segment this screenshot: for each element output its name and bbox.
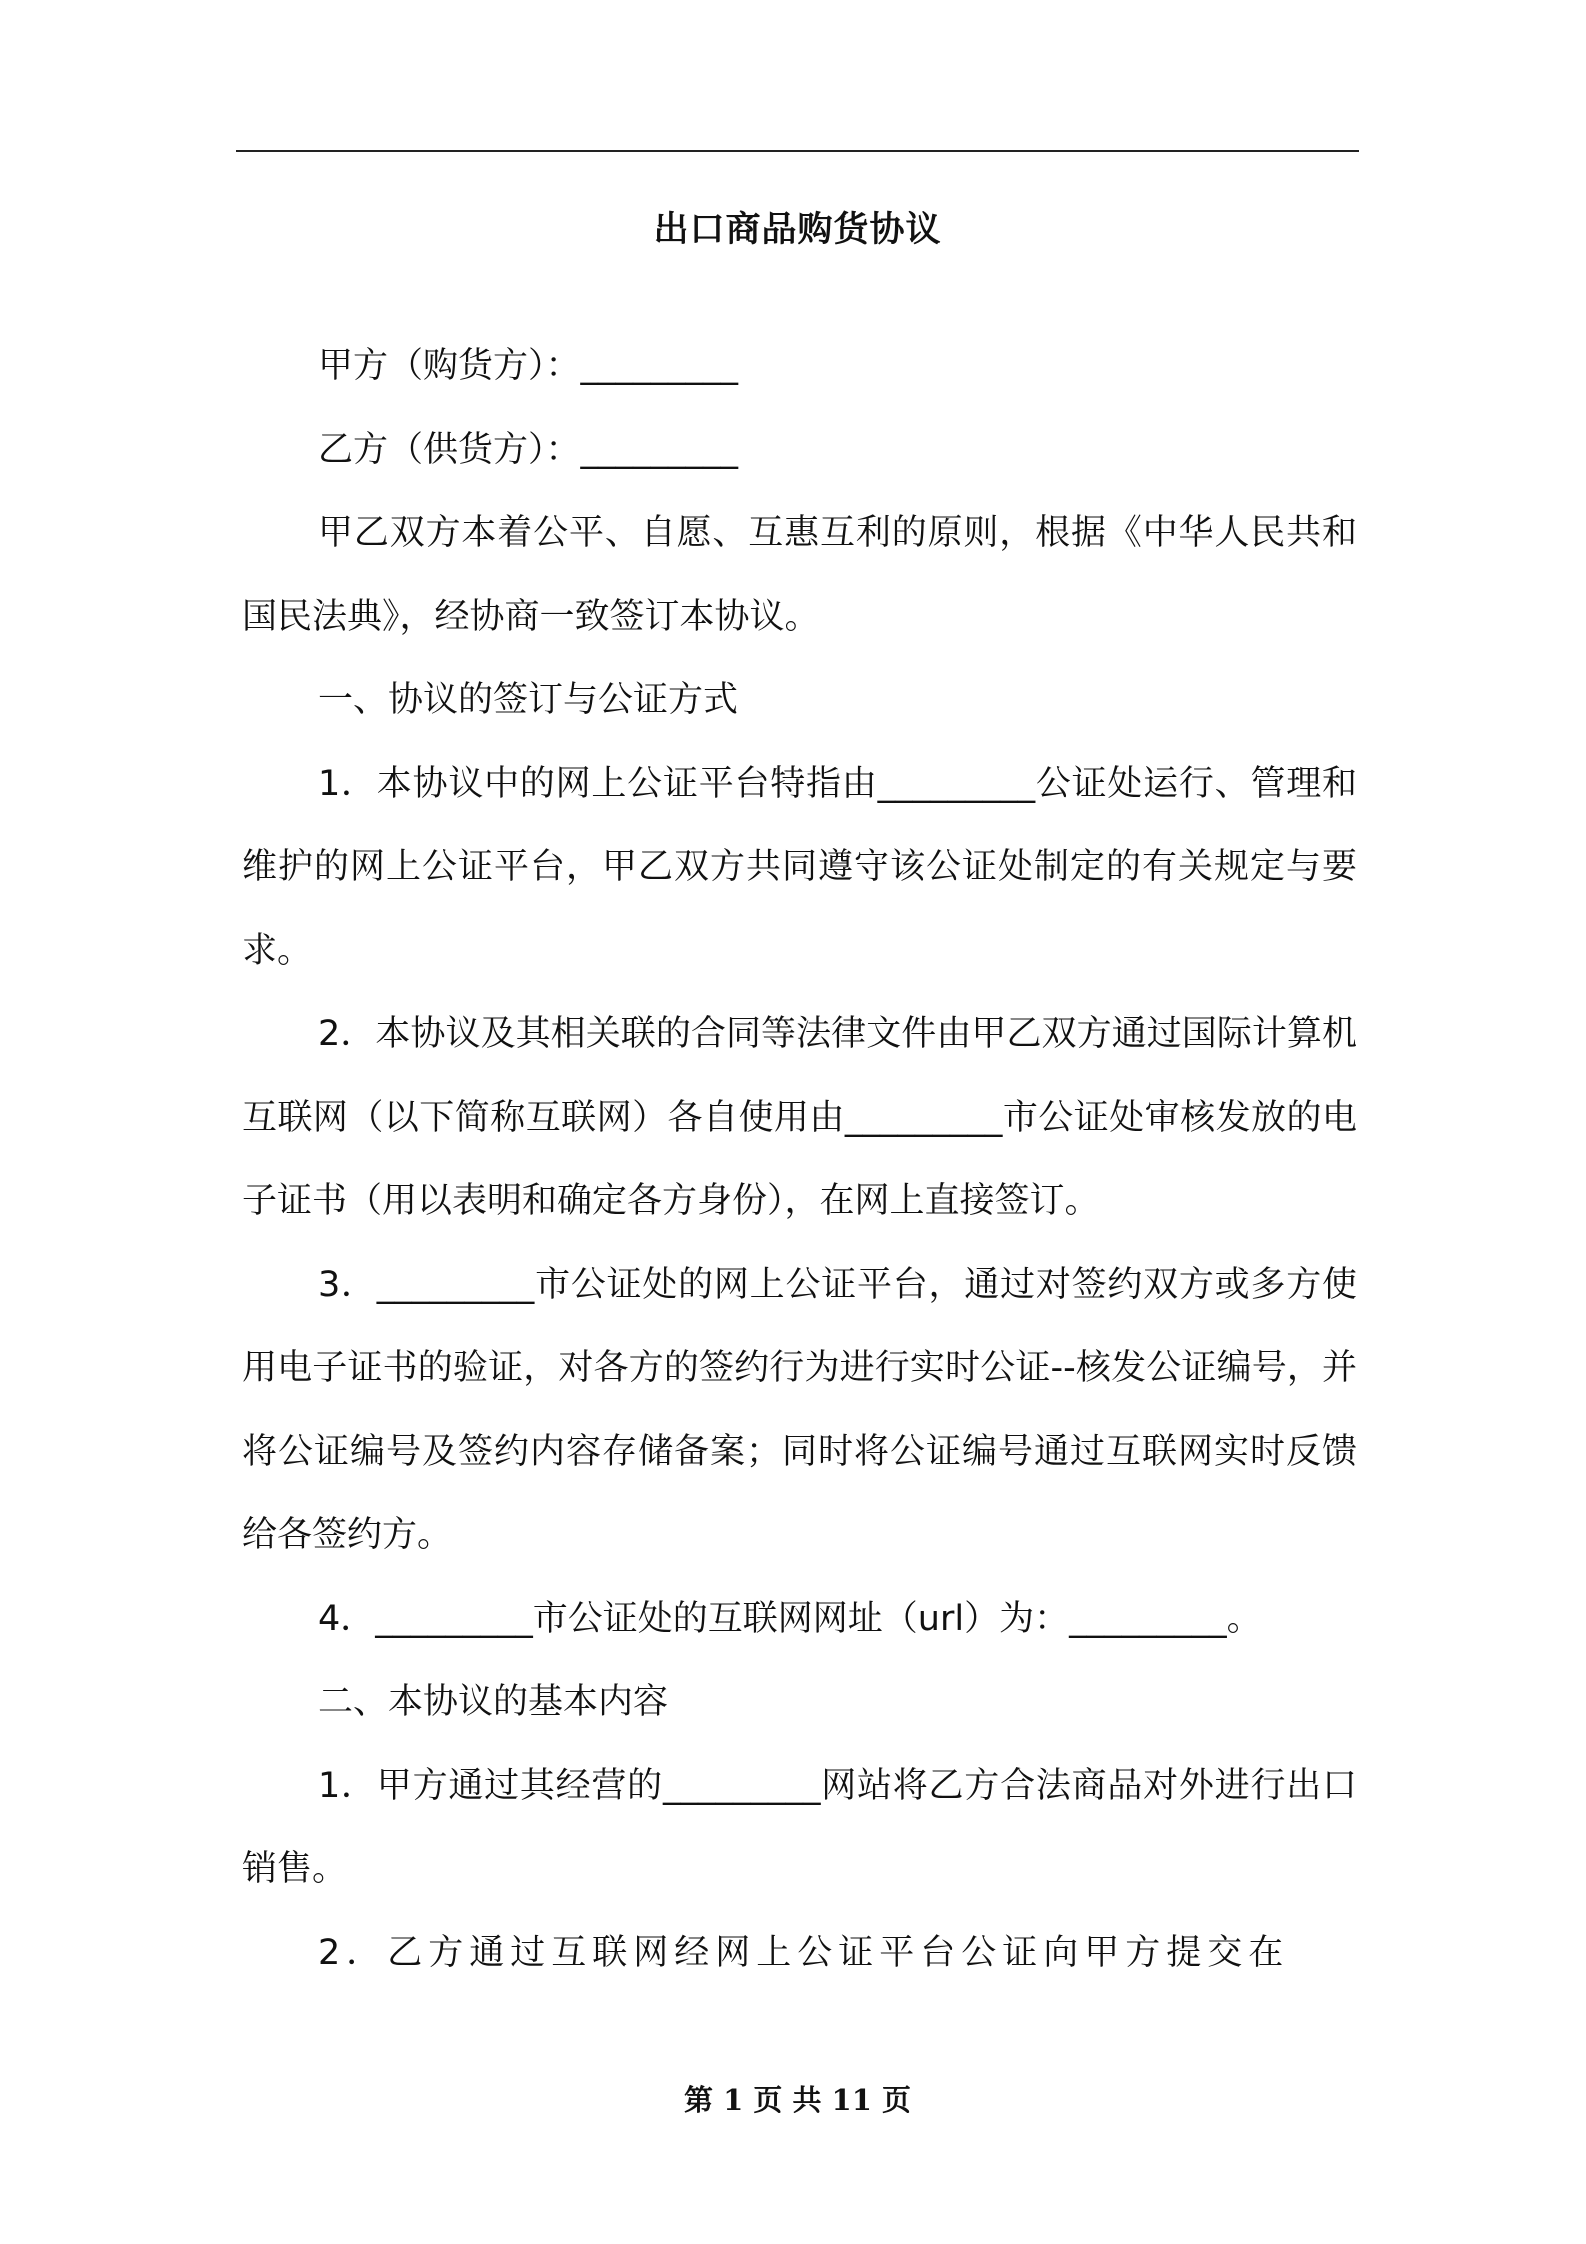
section-heading-2: 二、本协议的基本内容	[318, 1682, 669, 1722]
page-footer: 第 1 页 共 11 页	[683, 2083, 912, 2117]
header-rule	[236, 150, 1359, 152]
clause-1-1: 1．本协议中的网上公证平台特指由_________公证处运行、管理和维护的网上公证平台，甲乙双方共同遵守该公证处制定的有关规定与要求。	[242, 763, 1357, 971]
document-title: 出口商品购货协议	[653, 210, 942, 250]
party-b-line: 乙方（供货方）：_________	[318, 429, 739, 470]
clause-2-1: 1．甲方通过其经营的_________网站将乙方合法商品对外进行出口销售。	[242, 1765, 1357, 1889]
preamble-paragraph: 甲乙双方本着公平、自愿、互惠互利的原则，根据《中华人民共和国民法典》，经协商一致签订本协议。	[242, 513, 1357, 637]
party-a-line: 甲方（购货方）：_________	[318, 346, 739, 386]
document-body	[242, 325, 1357, 1995]
clause-1-4: 4．_________市公证处的互联网网址（url）为：_________。	[318, 1598, 1262, 1639]
section-heading-1: 一、协议的签订与公证方式	[318, 680, 739, 720]
clause-1-2: 2．本协议及其相关联的合同等法律文件由甲乙双方通过国际计算机互联网（以下简称互联网）各自使用由_________市公证处审核发放的电子证书（用以表明和确定各方身份），在网上直接签订。	[242, 1014, 1357, 1221]
clause-1-3: 3．_________市公证处的网上公证平台，通过对签约双方或多方使用电子证书的验证，对各方的签约行为进行实时公证--核发公证编号，并将公证编号及签约内容存储备案；同时将公证编号通过互联网实时反馈给各签约方。	[242, 1264, 1357, 1555]
clause-2-2: 2．乙方通过互联网经网上公证平台公证向甲方提交在	[318, 1932, 1290, 1973]
